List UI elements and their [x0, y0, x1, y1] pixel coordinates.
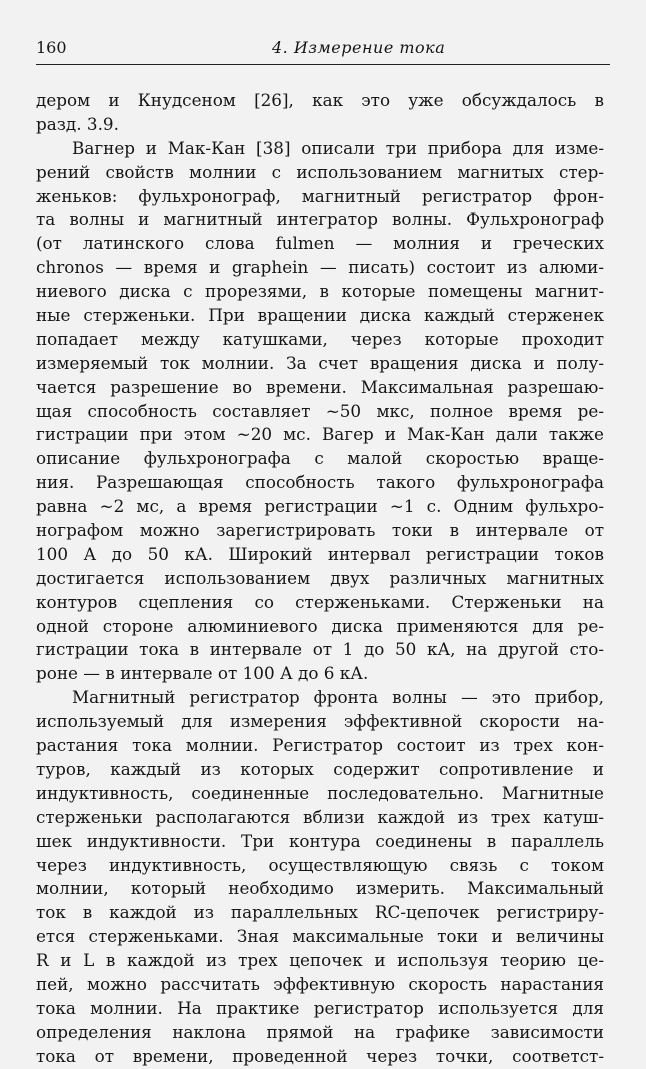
text-line: стерженьки располагаются вблизи каждой из трех катуш- — [36, 806, 604, 827]
text-line: роне — в интервале от 100 А до 6 кА. — [36, 663, 369, 684]
text-line: молнии, который необходимо измерить. Максимальный — [36, 878, 604, 899]
text-line: гистрации тока в интервале от 1 до 50 кА, на другой сто- — [36, 639, 604, 660]
text-line: тока молнии. На практике регистратор используется для — [36, 997, 604, 1018]
text-line: 100 А до 50 кА. Широкий интервал регистрации токов — [36, 543, 604, 564]
text-line: та волны и магнитный интегратор волны. Фульхронограф — [36, 209, 604, 230]
text-line: растания тока молнии. Регистратор состоит из трех кон- — [36, 735, 604, 756]
text-line: (от латинского слова fulmen — молния и греческих — [36, 233, 604, 254]
text-line: одной стороне алюминиевого диска применяются для ре- — [36, 615, 604, 636]
text-line: Магнитный регистратор фронта волны — это прибор, — [72, 687, 604, 708]
text-line: равна ~2 мс, а время регистрации ~1 с. Одним фульхро- — [36, 496, 604, 517]
paragraph-1 — [36, 89, 604, 137]
page-header — [36, 38, 610, 62]
paragraph-3 — [36, 686, 604, 1068]
text-line: через индуктивность, осуществляющую связь с током — [36, 854, 604, 875]
text-line: ток в каждой из параллельных RC-цепочек регистриру- — [36, 902, 604, 923]
text-line: разд. 3.9. — [36, 113, 119, 134]
text-line: ния. Разрешающая способность такого фульхронографа — [36, 472, 604, 493]
page-number: 160 — [36, 38, 67, 57]
text-line: женьков: фульхронограф, магнитный регистратор фрон- — [36, 185, 604, 206]
text-line: определения наклона прямой на графике зависимости — [36, 1021, 604, 1042]
paragraph-2 — [36, 137, 604, 686]
text-line: достигается использованием двух различных магнитных — [36, 567, 604, 588]
text-line: щая способность составляет ~50 мкс, полное время ре- — [36, 400, 604, 421]
header-rule — [36, 64, 610, 65]
text-line: Вагнер и Мак-Кан [38] описали три прибора для изме- — [72, 137, 604, 158]
text-line: описание фульхронографа с малой скоростью враще- — [36, 448, 604, 469]
text-line: измеряемый ток молнии. За счет вращения диска и полу- — [36, 352, 604, 373]
body-text — [36, 89, 604, 1069]
text-line: индуктивность, соединенные последовательно. Магнитные — [36, 782, 604, 803]
text-line: гистрации при этом ~20 мс. Вагер и Мак-Кан дали также — [36, 424, 604, 445]
text-line: ные стерженьки. При вращении диска каждый стерженек — [36, 305, 604, 326]
text-line: шек индуктивности. Три контура соединены в параллель — [36, 830, 604, 851]
text-line: R и L в каждой из трех цепочек и используя теорию це- — [36, 950, 604, 971]
text-line: ется стерженьками. Зная максимальные токи и величины — [36, 926, 604, 947]
running-title: 4. Измерение тока — [272, 38, 446, 57]
text-line: ниевого диска с прорезями, в которые помещены магнит- — [36, 281, 604, 302]
text-line: попадает между катушками, через которые проходит — [36, 328, 604, 349]
text-line: chronos — время и graphein — писать) состоит из алюми- — [36, 257, 604, 278]
text-line: рений свойств молнии с использованием магнитых стер- — [36, 161, 604, 182]
text-line: нографом можно зарегистрировать токи в интервале от — [36, 520, 604, 541]
text-line: тока от времени, проведенной через точки, соответст- — [36, 1045, 604, 1066]
text-line: используемый для измерения эффективной скорости на- — [36, 711, 604, 732]
text-line: чается разрешение во времени. Максимальная разрешаю- — [36, 376, 604, 397]
text-line: дером и Кнудсеном [26], как это уже обсуждалось в — [36, 90, 604, 110]
text-line: пей, можно рассчитать эффективную скорость нарастания — [36, 973, 604, 994]
text-line: контуров сцепления со стерженьками. Стерженьки на — [36, 591, 604, 612]
text-line: туров, каждый из которых содержит сопротивление и — [36, 758, 604, 779]
